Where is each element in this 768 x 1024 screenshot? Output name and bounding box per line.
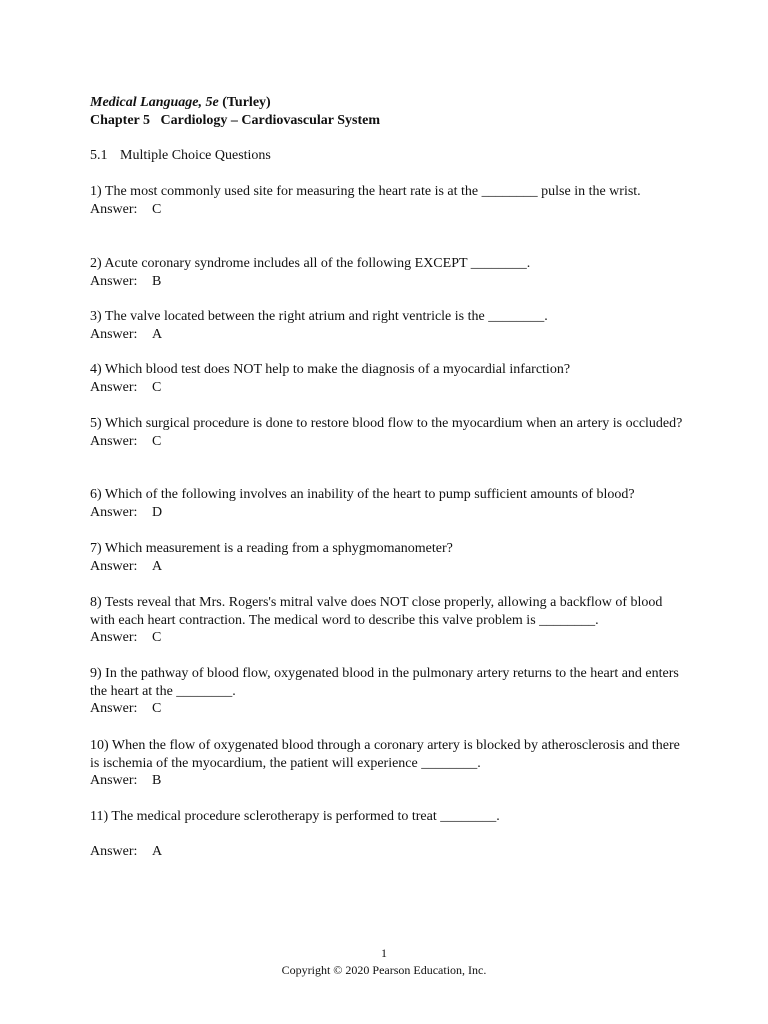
answer-label: Answer: xyxy=(90,273,138,289)
answer-value: A xyxy=(152,843,163,859)
answer-value: C xyxy=(152,433,162,449)
answer-value: C xyxy=(152,201,162,217)
answer-label: Answer: xyxy=(90,773,138,789)
section-number: 5.1 xyxy=(90,148,108,163)
book-title: Medical Language, 5e xyxy=(90,95,219,110)
answer-label: Answer: xyxy=(90,843,138,859)
question-text: 6) Which of the following involves an inability of the heart to pump sufficient amounts of blood? xyxy=(90,487,635,502)
question-text: 4) Which blood test does NOT help to make the diagnosis of a myocardial infarction? xyxy=(90,362,571,377)
answer-value: C xyxy=(152,701,162,717)
question-text: 9) In the pathway of blood flow, oxygenated blood in the pulmonary artery returns to the heart and enters the heart at the ________. xyxy=(90,666,679,699)
answer-label: Answer: xyxy=(90,379,138,395)
answer-value: B xyxy=(152,773,162,789)
answer-value: C xyxy=(152,630,162,646)
chapter-title: Chapter 5 Cardiology – Cardiovascular System xyxy=(90,113,380,128)
question-text: 10) When the flow of oxygenated blood through a coronary artery is blocked by atherosclerosis and there is ischemia of the myocardium, the patient will experience ________. xyxy=(90,738,680,771)
answer-line xyxy=(90,843,690,861)
document-header xyxy=(90,94,380,130)
book-author: (Turley) xyxy=(222,95,271,110)
question-9 xyxy=(90,665,690,718)
page-number: 1 xyxy=(381,946,387,960)
section-heading xyxy=(90,148,271,164)
question-5 xyxy=(90,415,690,450)
question-text: 3) The valve located between the right atrium and right ventricle is the ________. xyxy=(90,309,548,324)
answer-line xyxy=(90,273,690,291)
answer-label: Answer: xyxy=(90,558,138,574)
question-text: 11) The medical procedure sclerotherapy is performed to treat ________. xyxy=(90,809,500,824)
question-8 xyxy=(90,594,690,647)
question-11 xyxy=(90,808,690,860)
question-text: 1) The most commonly used site for measuring the heart rate is at the ________ pulse in the wrist. xyxy=(90,184,641,199)
answer-label: Answer: xyxy=(90,504,138,520)
answer-label: Answer: xyxy=(90,433,138,449)
copyright-notice: Copyright © 2020 Pearson Education, Inc. xyxy=(281,963,487,977)
answer-value: D xyxy=(152,504,163,520)
answer-line xyxy=(90,629,690,647)
question-text: 7) Which measurement is a reading from a sphygmomanometer? xyxy=(90,541,453,556)
answer-line xyxy=(90,201,690,219)
answer-value: B xyxy=(152,273,162,289)
answer-line xyxy=(90,326,690,344)
question-1 xyxy=(90,183,690,218)
answer-label: Answer: xyxy=(90,201,138,217)
answer-label: Answer: xyxy=(90,326,138,342)
book-line xyxy=(90,94,380,112)
answer-label: Answer: xyxy=(90,701,138,717)
answer-line xyxy=(90,379,690,397)
question-text: 8) Tests reveal that Mrs. Rogers's mitral valve does NOT close properly, allowing a backflow of blood with each heart contraction. The medical word to describe this valve problem is ________. xyxy=(90,595,663,628)
answer-line xyxy=(90,504,690,522)
question-2 xyxy=(90,255,690,290)
answer-value: A xyxy=(152,558,163,574)
answer-line xyxy=(90,433,690,451)
answer-label: Answer: xyxy=(90,630,138,646)
answer-line xyxy=(90,772,690,790)
question-4 xyxy=(90,361,690,396)
question-text: 5) Which surgical procedure is done to restore blood flow to the myocardium when an artery is occluded? xyxy=(90,416,683,431)
question-7 xyxy=(90,540,690,575)
section-title: Multiple Choice Questions xyxy=(120,148,271,163)
question-10 xyxy=(90,737,690,790)
answer-line xyxy=(90,700,690,718)
answer-value: A xyxy=(152,326,163,342)
question-3 xyxy=(90,308,690,343)
answer-line xyxy=(90,558,690,576)
question-text: 2) Acute coronary syndrome includes all of the following EXCEPT ________. xyxy=(90,256,531,271)
answer-value: C xyxy=(152,379,162,395)
question-6 xyxy=(90,486,690,521)
